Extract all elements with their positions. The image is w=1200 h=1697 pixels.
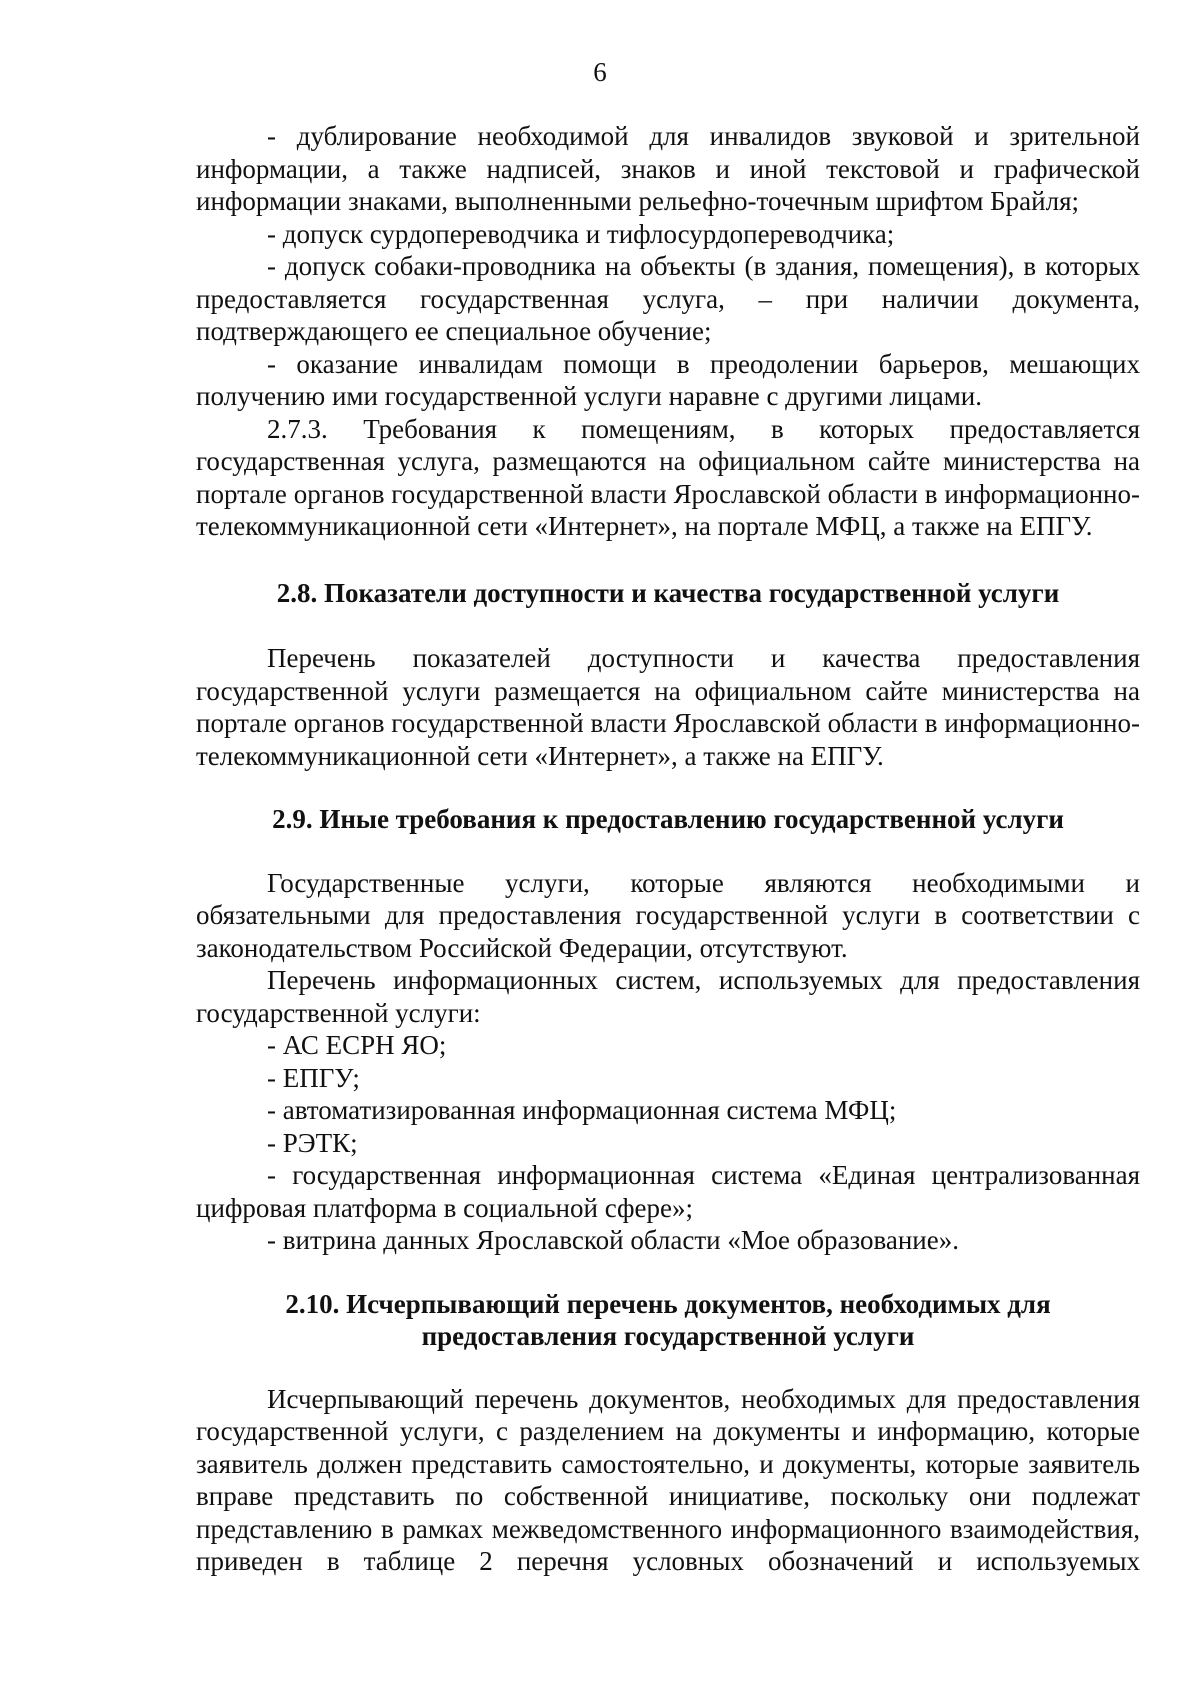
paragraph-braille: - дублирование необходимой для инвалидов звуковой и зрительной информации, а также надписей, знаков и иной текстовой и графической информации знаками, выполненными рельефно-точечным шрифтом Брайля; (196, 121, 1140, 216)
list-item-data-showcase: - витрина данных Ярославской области «Мое образование». (267, 1225, 959, 1255)
paragraph-sign-interpreter: - допуск сурдопереводчика и тифлосурдопереводчика; (267, 218, 895, 249)
list-item-mfc-system: - автоматизированная информационная система МФЦ; (267, 1095, 897, 1125)
paragraph-documents-list: Исчерпывающий перечень документов, необходимых для предоставления государственной услуги, с разделением на документы и информацию, которые заявитель должен представить самостоятельно, и документы, которые заявитель вправе представить по собственной инициативе, поскольку они подлежат представлению в рамках межведомственного информационного взаимодействия, приведен в таблице 2 перечня условных обозначений и используемых (196, 1383, 1140, 1576)
paragraph-required-services: Государственные услуги, которые являются необходимыми и обязательными для предоставления государственной услуги в соответствии с законодательством Российской Федерации, отсутствуют. (196, 867, 1140, 963)
section-heading-2-8: 2.8. Показатели доступности и качества государственной услуги (276, 577, 1060, 608)
section-heading-2-10: 2.10. Исчерпывающий перечень документов, необходимых для предоставления государственной услуги (285, 1288, 1051, 1351)
paragraph-indicators: Перечень показателей доступности и качества предоставления государственной услуги размещается на официальном сайте министерства на портале органов государственной власти Ярославской области в информационно-телекоммуникационной сети «Интернет», а также на ЕПГУ. (196, 643, 1140, 771)
page-number: 6 (593, 57, 607, 87)
list-item-epgu: - ЕПГУ; (267, 1062, 360, 1093)
paragraph-info-systems-intro: Перечень информационных систем, используемых для предоставления государственной услуги: (196, 965, 1140, 1028)
list-item-as-esrn: - АС ЕСРН ЯО; (267, 1030, 447, 1060)
paragraph-2-7-3: 2.7.3. Требования к помещениям, в которых предоставляется государственная услуга, размещаются на официальном сайте министерства на портале органов государственной власти Ярославской области в информационно-телекоммуникационной сети «Интернет», на портале МФЦ, а также на ЕПГУ. (196, 413, 1140, 541)
document-body (196, 120, 1140, 1578)
list-item-social-platform: - государственная информационная система «Единая централизованная цифровая платформа в социальной сфере»; (196, 1160, 1140, 1223)
list-item-retk: - РЭТК; (267, 1127, 358, 1158)
paragraph-guide-dog: - допуск собаки-проводника на объекты (в здания, помещения), в которых предоставляется государственная услуга, – при наличии документа, подтверждающего ее специальное обучение; (196, 251, 1140, 346)
paragraph-assistance: - оказание инвалидам помощи в преодолении барьеров, мешающих получению ими государственной услуги наравне с другими лицами. (196, 348, 1140, 411)
section-heading-2-9: 2.9. Иные требования к предоставлению государственной услуги (272, 804, 1064, 834)
